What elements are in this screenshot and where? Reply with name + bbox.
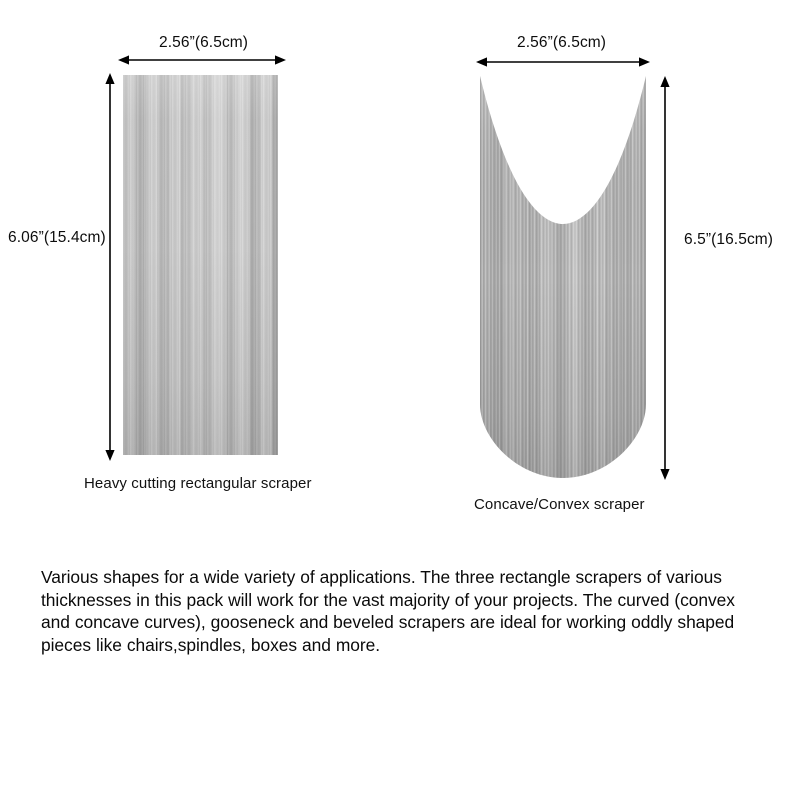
rect-width-arrow-icon	[118, 52, 286, 68]
curve-height-arrow-icon	[657, 76, 673, 480]
rect-height-dimension-label: 6.06”(15.4cm)	[8, 229, 106, 246]
rect-width-dimension-label: 2.56”(6.5cm)	[159, 34, 249, 51]
curve-height-dimension-label: 6.5”(16.5cm)	[684, 231, 774, 248]
concave-convex-scraper-caption: Concave/Convex scraper	[474, 496, 645, 513]
rectangular-scraper-shape	[123, 75, 278, 455]
rect-height-arrow-icon	[102, 73, 118, 461]
concave-convex-scraper-shape	[478, 74, 648, 482]
product-description-text: Various shapes for a wide variety of applications. The three rectangle scrapers of various thicknesses in this pack will work for the vast majority of your projects. The curved (convex and concave curves), gooseneck and beveled scrapers are ideal for working oddly shaped pieces like chairs,spindles, boxes and more.	[41, 567, 735, 655]
rectangular-scraper-caption: Heavy cutting rectangular scraper	[84, 475, 312, 492]
curve-width-arrow-icon	[476, 54, 650, 70]
curve-width-dimension-label: 2.56”(6.5cm)	[517, 34, 607, 51]
